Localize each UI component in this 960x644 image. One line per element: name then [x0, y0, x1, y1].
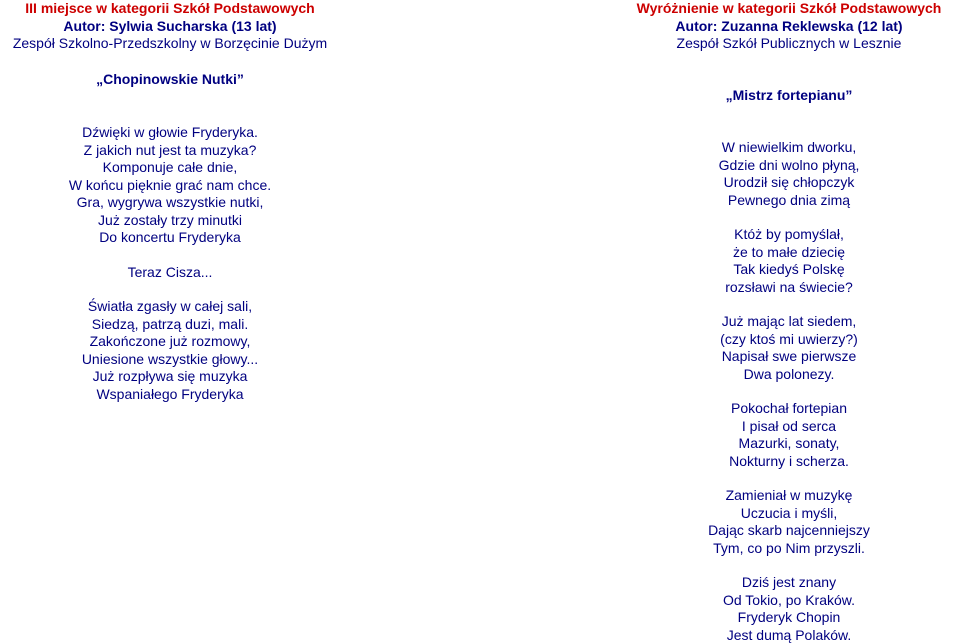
verse-line: Mazurki, sonaty, [618, 435, 960, 453]
right-stanza-1 [618, 139, 960, 209]
verse-line: Teraz Cisza... [0, 264, 340, 282]
verse-line: Gdzie dni wolno płyną, [618, 157, 960, 175]
right-stanza-3 [618, 313, 960, 383]
verse-line: Uczucia i myśli, [618, 505, 960, 523]
verse-line: Jest dumą Polaków. [618, 627, 960, 644]
left-stanza-1 [0, 124, 340, 247]
left-author: Autor: Sylwia Sucharska (13 lat) [0, 18, 340, 36]
verse-line: Komponuje całe dnie, [0, 159, 340, 177]
right-category-heading: Wyróżnienie w kategorii Szkół Podstawowych [618, 0, 960, 18]
verse-line: Tym, co po Nim przyszli. [618, 540, 960, 558]
verse-line: I pisał od serca [618, 418, 960, 436]
verse-line: Nokturny i scherza. [618, 453, 960, 471]
verse-line: Któż by pomyślał, [618, 226, 960, 244]
left-poem-column [0, 0, 340, 403]
verse-line: Dwa polonezy. [618, 366, 960, 384]
verse-line: Dźwięki w głowie Fryderyka. [0, 124, 340, 142]
right-school: Zespół Szkół Publicznych w Lesznie [618, 35, 960, 53]
verse-line: że to małe dziecię [618, 244, 960, 262]
verse-line: W niewielkim dworku, [618, 139, 960, 157]
verse-line: Urodził się chłopczyk [618, 174, 960, 192]
verse-line: W końcu pięknie grać nam chce. [0, 177, 340, 195]
verse-line: (czy ktoś mi uwierzy?) [618, 331, 960, 349]
right-stanza-4 [618, 400, 960, 470]
verse-line: Dziś jest znany [618, 574, 960, 592]
verse-line: Zamieniał w muzykę [618, 487, 960, 505]
verse-line: rozsławi na świecie? [618, 279, 960, 297]
right-author: Autor: Zuzanna Reklewska (12 lat) [618, 18, 960, 36]
left-category-heading: III miejsce w kategorii Szkół Podstawowych [0, 0, 340, 18]
verse-line: Fryderyk Chopin [618, 609, 960, 627]
verse-line: Z jakich nut jest ta muzyka? [0, 142, 340, 160]
right-poem-title: „Mistrz fortepianu” [618, 87, 960, 105]
verse-line: Tak kiedyś Polskę [618, 261, 960, 279]
verse-line: Dając skarb najcenniejszy [618, 522, 960, 540]
right-stanza-2 [618, 226, 960, 296]
verse-line: Do koncertu Fryderyka [0, 229, 340, 247]
verse-line: Zakończone już rozmowy, [0, 333, 340, 351]
left-stanza-3 [0, 298, 340, 403]
verse-line: Światła zgasły w całej sali, [0, 298, 340, 316]
verse-line: Od Tokio, po Kraków. [618, 592, 960, 610]
verse-line: Wspaniałego Fryderyka [0, 386, 340, 404]
right-poem-column [618, 0, 960, 644]
verse-line: Napisał swe pierwsze [618, 348, 960, 366]
right-stanza-5 [618, 487, 960, 557]
verse-line: Gra, wygrywa wszystkie nutki, [0, 194, 340, 212]
left-poem-title: „Chopinowskie Nutki” [0, 71, 340, 89]
verse-line: Już rozpływa się muzyka [0, 368, 340, 386]
left-stanza-2 [0, 264, 340, 282]
verse-line: Siedzą, patrzą duzi, mali. [0, 316, 340, 334]
right-stanza-6 [618, 574, 960, 644]
verse-line: Już mając lat siedem, [618, 313, 960, 331]
verse-line: Pokochał fortepian [618, 400, 960, 418]
verse-line: Pewnego dnia zimą [618, 192, 960, 210]
verse-line: Już zostały trzy minutki [0, 212, 340, 230]
left-school: Zespół Szkolno-Przedszkolny w Borzęcinie Dużym [0, 35, 340, 53]
verse-line: Uniesione wszystkie głowy... [0, 351, 340, 369]
